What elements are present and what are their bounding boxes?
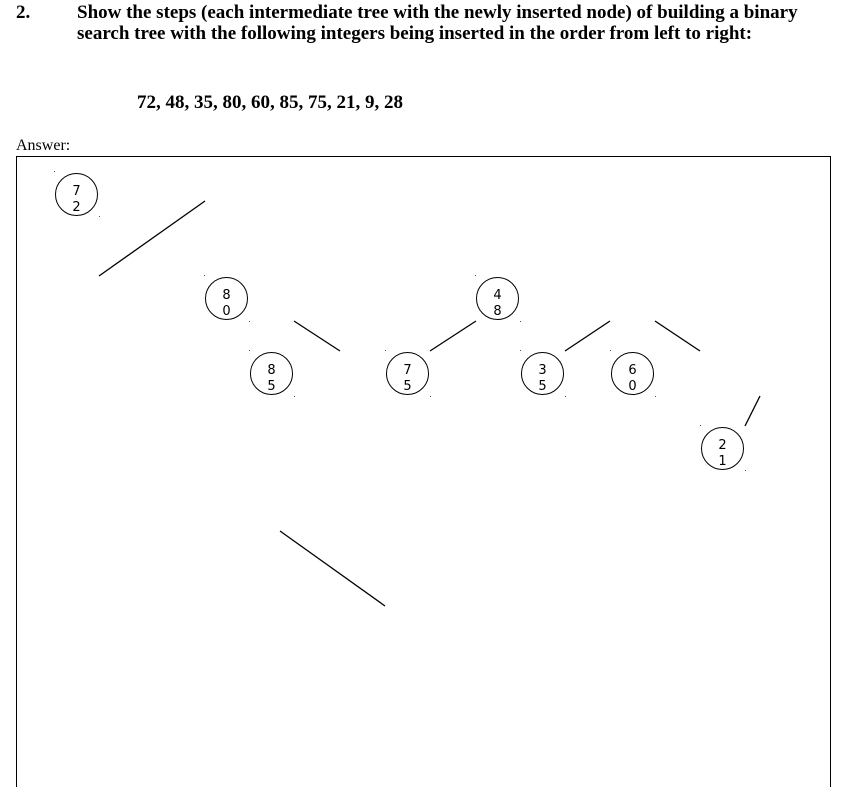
answer-label: Answer:	[16, 137, 71, 154]
tree-node-80[interactable]	[205, 277, 248, 320]
question-text: Show the steps (each intermediate tree with the newly inserted node) of building a binary search tree with the following integers being inserted in the order from left to right:	[77, 2, 798, 44]
edge-48-35	[565, 321, 610, 351]
handle-dot	[520, 321, 521, 322]
handle-dot	[54, 171, 55, 172]
node-label: 75	[403, 363, 412, 394]
handle-dot	[430, 396, 431, 397]
node-label: 21	[718, 438, 727, 469]
handle-dot	[99, 216, 100, 217]
handle-dot	[520, 350, 521, 351]
handle-dot	[565, 396, 566, 397]
tree-node-48[interactable]	[476, 277, 519, 320]
node-label: 60	[628, 363, 637, 394]
tree-node-21[interactable]	[701, 427, 744, 470]
edge-72-80	[99, 201, 205, 276]
question-number: 2.	[16, 2, 31, 23]
tree-node-85[interactable]	[250, 352, 293, 395]
tree-node-72[interactable]	[55, 173, 98, 216]
handle-dot	[249, 350, 250, 351]
node-label: 72	[72, 184, 81, 215]
edge-48-60	[655, 321, 700, 351]
handle-dot	[294, 396, 295, 397]
tree-node-35[interactable]	[521, 352, 564, 395]
node-label: 80	[222, 288, 231, 319]
node-label: 35	[538, 363, 547, 394]
edge-stray	[280, 531, 385, 606]
node-label: 85	[267, 363, 276, 394]
handle-dot	[610, 350, 611, 351]
node-label: 48	[493, 288, 502, 319]
edge-80-85	[294, 321, 340, 351]
handle-dot	[249, 321, 250, 322]
handle-dot	[745, 470, 746, 471]
handle-dot	[385, 350, 386, 351]
edge-48-75	[430, 321, 476, 351]
edge-35-21	[745, 396, 760, 426]
handle-dot	[204, 275, 205, 276]
tree-node-75[interactable]	[386, 352, 429, 395]
handle-dot	[700, 425, 701, 426]
tree-node-60[interactable]	[611, 352, 654, 395]
insertion-sequence: 72, 48, 35, 80, 60, 85, 75, 21, 9, 28	[137, 92, 403, 113]
handle-dot	[655, 396, 656, 397]
handle-dot	[475, 275, 476, 276]
